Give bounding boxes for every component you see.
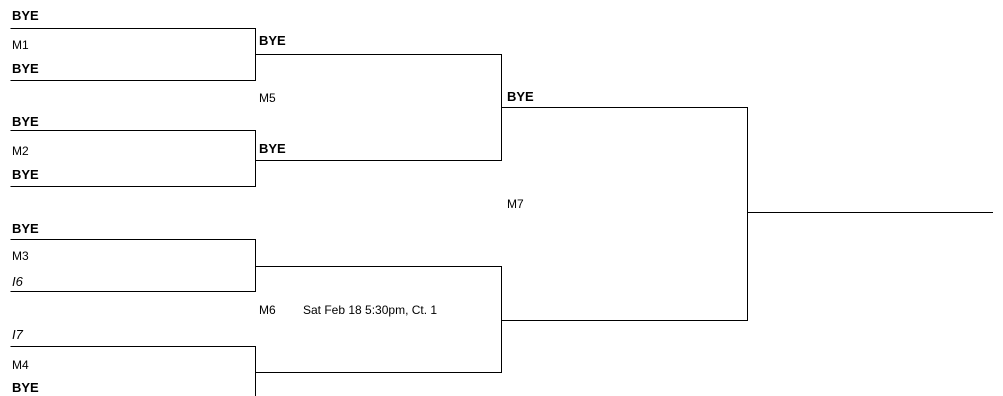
match-m4-line <box>11 347 256 396</box>
m4-label: M4 <box>12 358 29 372</box>
match-m5-line <box>256 55 502 161</box>
m4-bottom-team: BYE <box>12 380 39 395</box>
m3-bottom-team: I6 <box>12 274 23 289</box>
m2-label: M2 <box>12 144 29 158</box>
m2-bottom-team: BYE <box>12 167 39 182</box>
m1-bottom-team: BYE <box>12 61 39 76</box>
m1-top-team: BYE <box>12 8 39 23</box>
m4-top-team: I7 <box>12 327 23 342</box>
m5-bottom-team: BYE <box>259 141 286 156</box>
m7-top-team: BYE <box>507 89 534 104</box>
m7-label: M7 <box>507 197 524 211</box>
m3-label: M3 <box>12 249 29 263</box>
m3-top-team: BYE <box>12 221 39 236</box>
match-m7-line <box>502 108 748 321</box>
m1-label: M1 <box>12 38 29 52</box>
m2-top-team: BYE <box>12 114 39 129</box>
match-m1-line <box>11 29 256 81</box>
m5-top-team: BYE <box>259 33 286 48</box>
m5-label: M5 <box>259 91 276 105</box>
match-m6-line <box>256 267 502 373</box>
m6-label: M6 <box>259 303 276 317</box>
match-m2-line <box>11 131 256 187</box>
m6-schedule: Sat Feb 18 5:30pm, Ct. 1 <box>303 303 438 317</box>
match-m3-line <box>11 240 256 292</box>
